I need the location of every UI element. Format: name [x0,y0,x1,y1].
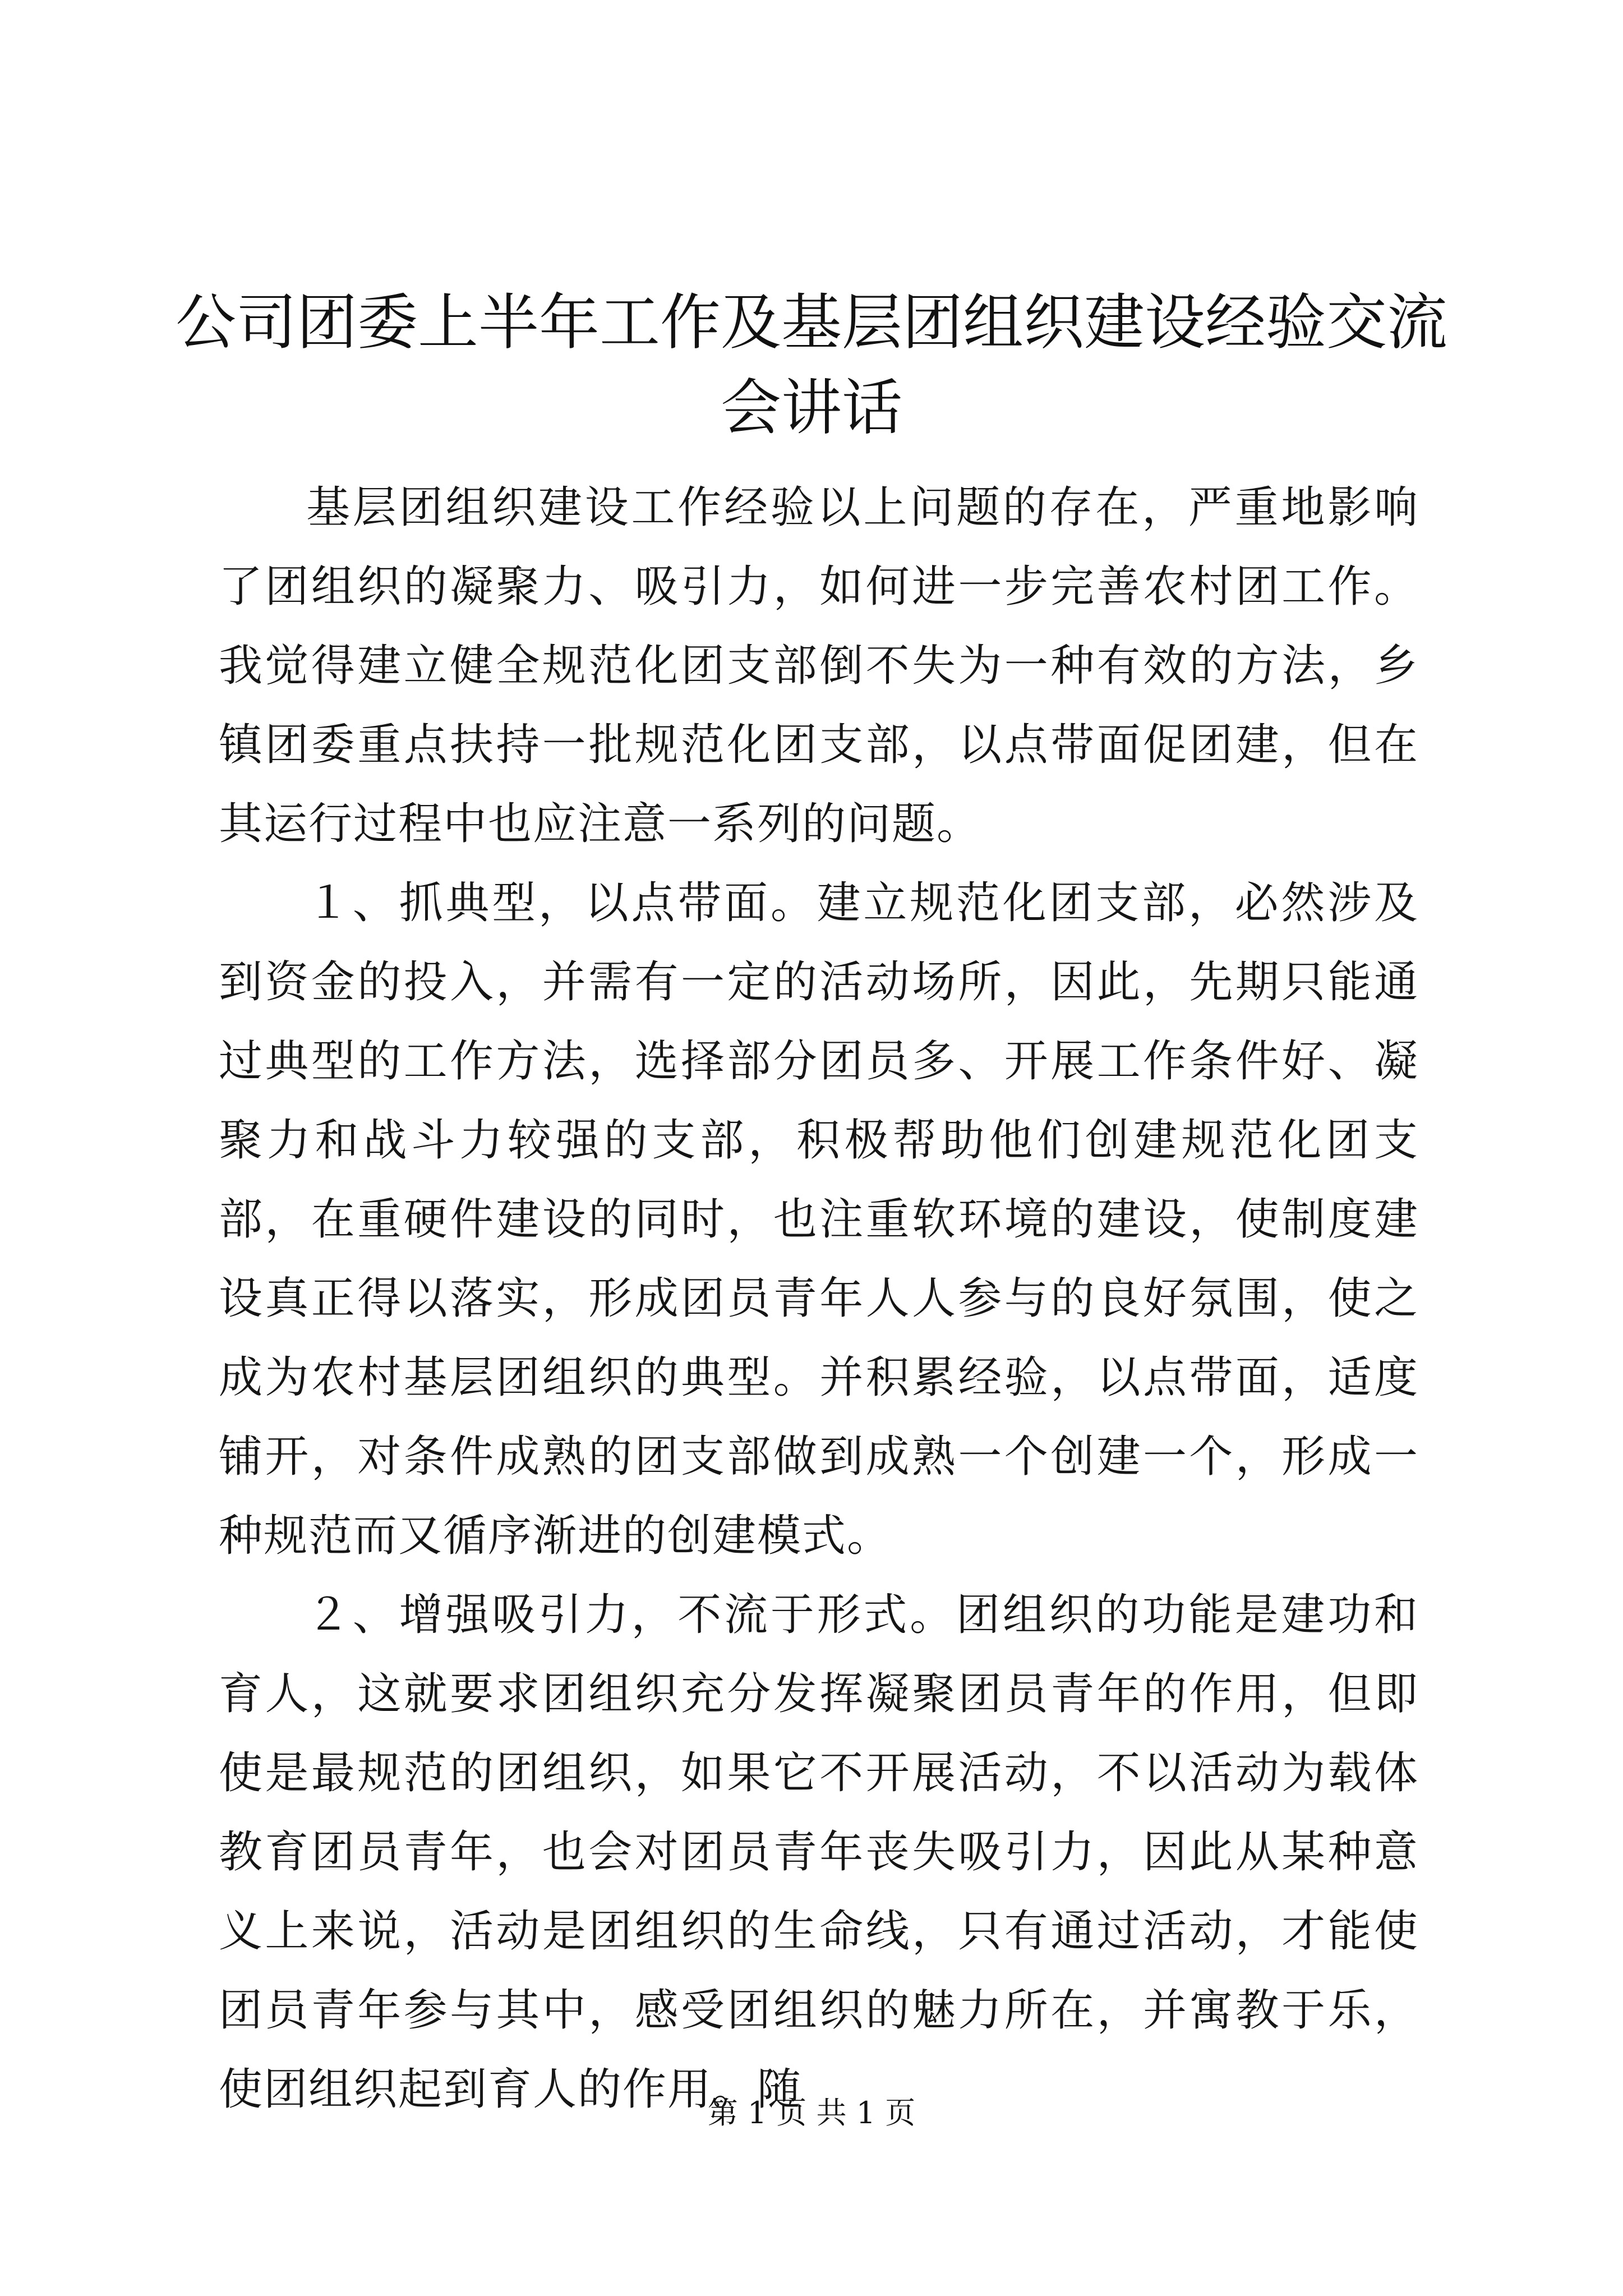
paragraph-intro: 基层团组织建设工作经验以上问题的存在，严重地影响了团组织的凝聚力、吸引力，如何进一步完善农村团工作。我觉得建立健全规范化团支部倒不失为一种有效的方法，乡镇团委重点扶持一批规范化团支部，以点带面促团建，但在其运行过程中也应注意一系列的问题。 [219,482,1419,849]
paragraph-point-1: １、抓典型，以点带面。建立规范化团支部，必然涉及到资金的投入，并需有一定的活动场所，因此，先期只能通过典型的工作方法，选择部分团员多、开展工作条件好、凝聚力和战斗力较强的支部，积极帮助他们创建规范化团支部，在重硬件建设的同时，也注重软环境的建设，使制度建设真正得以落实，形成团员青年人人参与的良好氛围，使之成为农村基层团组织的典型。并积累经验，以点带面，适度铺开，对条件成熟的团支部做到成熟一个创建一个，形成一种规范而又循序渐进的创建模式。 [219,878,1419,1561]
paragraph-point-2: ２、增强吸引力，不流于形式。团组织的功能是建功和育人，这就要求团组织充分发挥凝聚团员青年的作用，但即使是最规范的团组织，如果它不开展活动，不以活动为载体教育团员青年，也会对团员青年丧失吸引力，因此从某种意义上来说，活动是团组织的生命线，只有通过活动，才能使团员青年参与其中，感受团组织的魅力所在，并寓教于乐，使团组织起到育人的作用。随 [219,1590,1419,2115]
document-body [219,468,1419,2129]
document-title: 公司团委上半年工作及基层团组织建设经验交流会讲话 [175,288,1447,443]
page-footer: 第 1 页 共 1 页 [707,2095,916,2131]
